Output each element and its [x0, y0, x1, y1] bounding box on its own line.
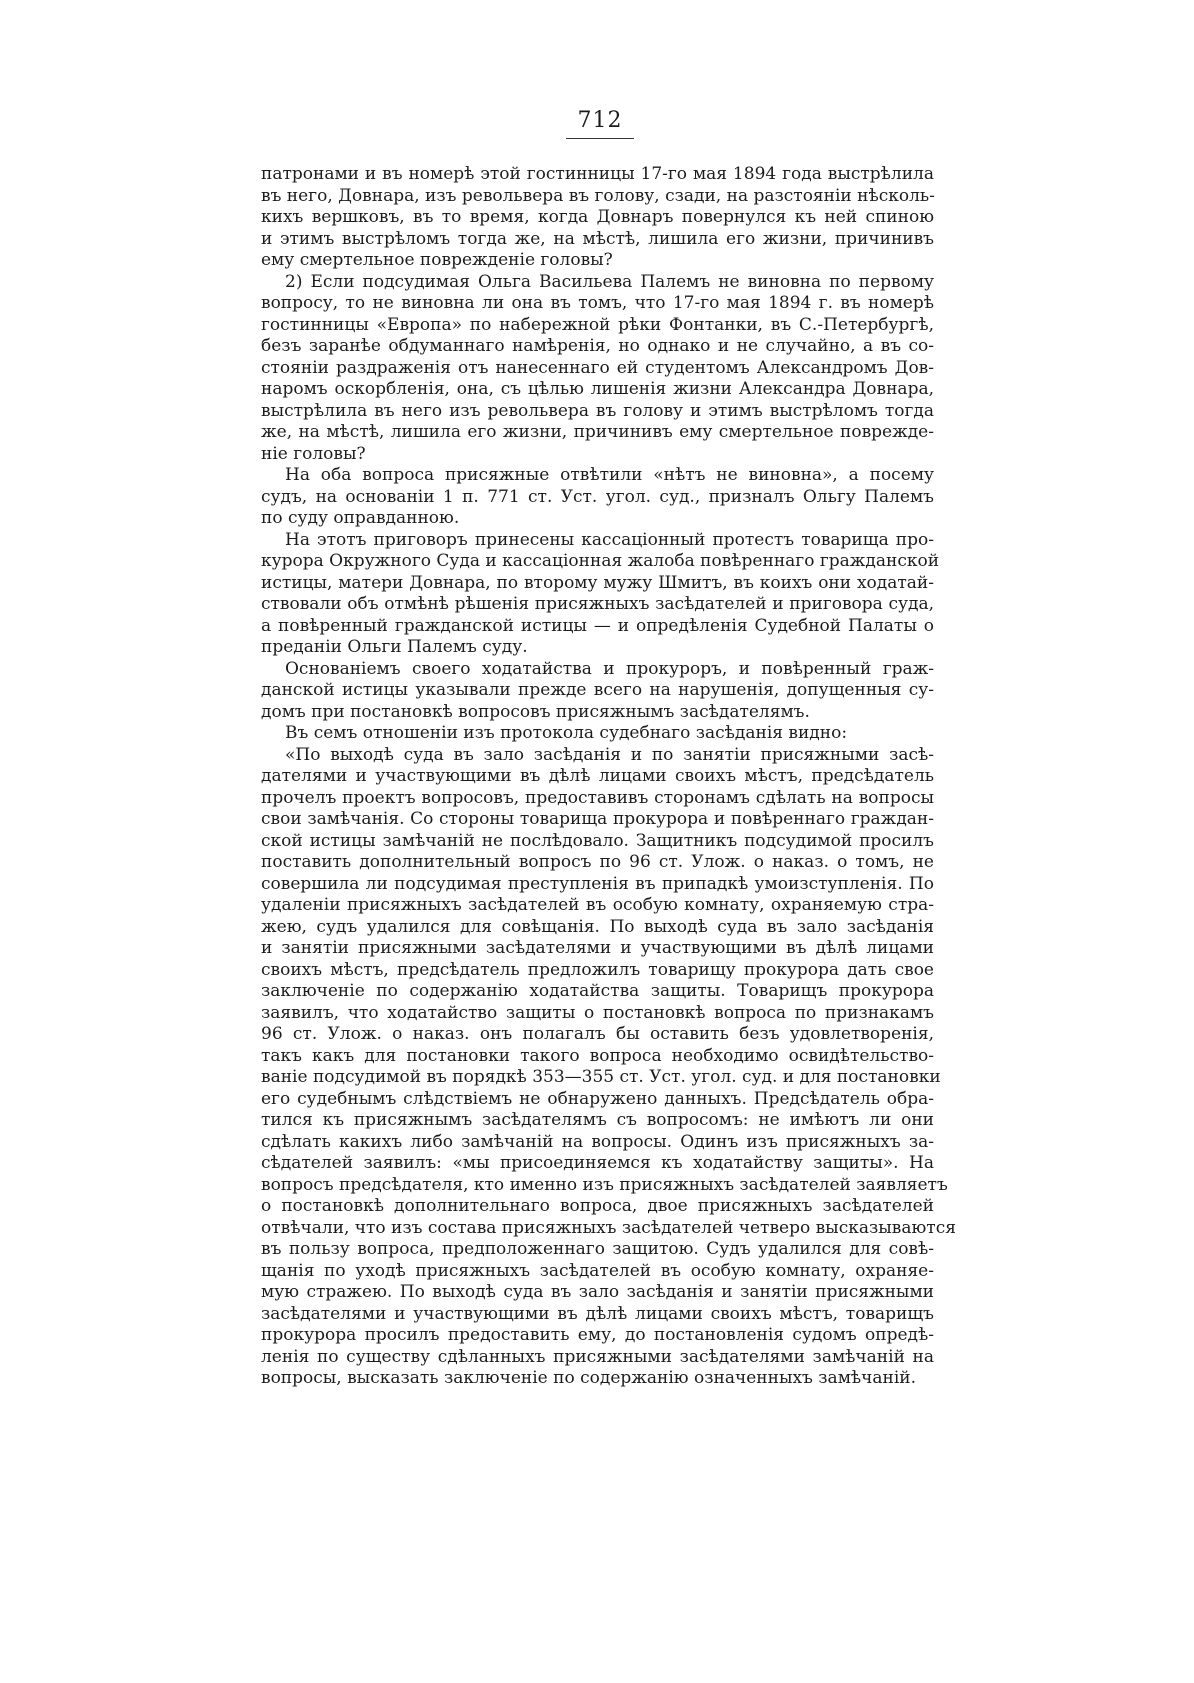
- text-line: вопросы, высказать заключеніе по содержанію означенныхъ замѣчаній.: [261, 1368, 917, 1388]
- text-line: наромъ оскорбленія, она, съ цѣлью лишенія жизни Александра Довнара,: [261, 379, 934, 399]
- text-line: безъ заранѣе обдуманнаго намѣренія, но однако и не случайно, а въ со-: [261, 336, 934, 356]
- text-line: патронами и въ номерѣ этой гостинницы 17-го мая 1894 года выстрѣлила: [261, 164, 934, 184]
- text-line: ваніе подсудимой въ порядкѣ 353—355 ст. Уст. угол. суд. и для постановки: [261, 1067, 941, 1087]
- text-line: ему смертельное поврежденіе головы?: [261, 250, 613, 270]
- text-line: 96 ст. Улож. о наказ. онъ полагалъ бы оставить безъ удовлетворенія,: [261, 1024, 934, 1044]
- text-line: прокурора просилъ предоставить ему, до постановленія судомъ опредѣ-: [261, 1325, 934, 1345]
- text-line: ской истицы замѣчаній не послѣдовало. Защитникъ подсудимой просилъ: [261, 830, 934, 851]
- paragraph: [261, 529, 940, 659]
- text-line: Основаніемъ своего ходатайства и прокуроръ, и повѣренный граж-: [285, 658, 934, 679]
- text-line: такъ какъ для постановки такого вопроса необходимо освидѣтельство-: [261, 1045, 934, 1066]
- text-line: гостинницы «Европа» по набережной рѣки Фонтанки, въ С.-Петербургѣ,: [261, 314, 934, 335]
- text-line: выстрѣлила въ него изъ револьвера въ голову и этимъ выстрѣломъ тогда: [261, 400, 934, 421]
- text-line: Въ семъ отношеніи изъ протокола судебнаго засѣданія видно:: [285, 723, 848, 743]
- paragraph: [261, 723, 934, 745]
- text-line: На этотъ приговоръ принесены кассаціонный протестъ товарища про-: [285, 529, 934, 550]
- text-line: ствовали объ отмѣнѣ рѣшенія присяжныхъ засѣдателей и приговора суда,: [261, 594, 934, 614]
- paragraph: [261, 465, 934, 530]
- text-line: жею, судъ удалился для совѣщанія. По выходѣ суда въ зало засѣданія: [261, 916, 934, 937]
- paragraph: [261, 272, 934, 466]
- text-line: На оба вопроса присяжные отвѣтили «нѣтъ не виновна», а посему: [285, 465, 934, 485]
- body-text: [261, 164, 956, 1390]
- text-line: домъ при постановкѣ вопросовъ присяжнымъ засѣдателямъ.: [261, 701, 810, 722]
- text-line: совершила ли подсудимая преступленія въ припадкѣ умоизступленія. По: [261, 873, 934, 894]
- page-number-rule: [566, 138, 634, 139]
- text-line: поставить дополнительный вопросъ по 96 ст. Улож. о наказ. о томъ, не: [261, 852, 934, 872]
- text-line: о постановкѣ дополнительнаго вопроса, двое присяжныхъ засѣдателей: [261, 1196, 934, 1216]
- text-line: щанія по уходѣ присяжныхъ засѣдателей въ особую комнату, охраняе-: [261, 1260, 934, 1281]
- text-line: по суду оправданною.: [261, 508, 460, 528]
- text-line: тился къ присяжнымъ засѣдателямъ съ вопросомъ: не имѣютъ ли они: [261, 1110, 934, 1130]
- text-line: въ него, Довнара, изъ револьвера въ голову, сзади, на разстояніи нѣсколь-: [261, 185, 935, 206]
- text-line: курора Окружного Суда и кассаціонная жалоба повѣреннаго гражданской: [261, 551, 940, 571]
- text-line: заключеніе по содержанію ходатайства защиты. Товарищъ прокурора: [261, 981, 934, 1001]
- text-line: преданіи Ольги Палемъ суду.: [261, 637, 528, 657]
- text-line: своихъ мѣстъ, предсѣдатель предложилъ товарищу прокурора дать свое: [261, 959, 934, 980]
- text-line: засѣдателями и участвующими въ дѣлѣ лицами своихъ мѣстъ, товарищъ: [261, 1303, 934, 1324]
- text-line: ніе головы?: [261, 443, 366, 464]
- page-number: 712: [577, 108, 623, 133]
- text-line: и занятіи присяжными засѣдателями и участвующими въ дѣлѣ лицами: [261, 938, 934, 958]
- paragraph: [261, 659, 934, 724]
- paragraph: [261, 744, 956, 1390]
- text-line: сдѣлать какихъ либо замѣчаній на вопросы. Одинъ изъ присяжныхъ за-: [261, 1131, 934, 1152]
- text-line: а повѣренный гражданской истицы — и опредѣленія Судебной Палаты о: [261, 615, 934, 636]
- text-line: 2) Если подсудимая Ольга Васильева Палемъ не виновна по первому: [285, 271, 934, 292]
- text-line: дателями и участвующими въ дѣлѣ лицами своихъ мѣстъ, предсѣдатель: [261, 766, 934, 786]
- text-line: же, на мѣстѣ, лишила его жизни, причинивъ ему смертельное поврежде-: [261, 422, 934, 442]
- text-line: и этимъ выстрѣломъ тогда же, на мѣстѣ, лишила его жизни, причинивъ: [261, 228, 934, 249]
- text-line: вопросу, то не виновна ли она въ томъ, что 17-го мая 1894 г. въ номерѣ: [261, 293, 934, 313]
- text-line: кихъ вершковъ, въ то время, когда Довнаръ повернулся къ ней спиною: [261, 207, 934, 227]
- text-line: заявилъ, что ходатайство защиты о постановкѣ вопроса по признакамъ: [261, 1002, 934, 1023]
- text-line: вопросъ предсѣдателя, кто именно изъ присяжныхъ засѣдателей заявляетъ: [261, 1174, 948, 1195]
- text-line: прочелъ проектъ вопросовъ, предоставивъ сторонамъ сдѣлать на вопросы: [261, 787, 934, 808]
- text-line: мую стражею. По выходѣ суда въ зало засѣданія и занятіи присяжными: [261, 1282, 934, 1302]
- text-line: стояніи раздраженія отъ нанесеннаго ей студентомъ Александромъ Дов-: [261, 357, 934, 378]
- text-line: свои замѣчанія. Со стороны товарища прокурора и повѣреннаго граждан-: [261, 809, 934, 829]
- text-line: въ пользу вопроса, предположеннаго защитою. Судъ удалился для совѣ-: [261, 1239, 934, 1259]
- paragraph: [261, 164, 934, 272]
- text-line: данской истицы указывали прежде всего на нарушенія, допущенныя су-: [261, 680, 934, 700]
- text-line: отвѣчали, что изъ состава присяжныхъ засѣдателей четверо высказываются: [261, 1217, 956, 1238]
- text-line: истицы, матери Довнара, по второму мужу Шмитъ, въ коихъ они ходатай-: [261, 572, 934, 593]
- text-line: «По выходѣ суда въ зало засѣданія и по занятіи присяжными засѣ-: [285, 744, 934, 765]
- text-line: его судебнымъ слѣдствіемъ не обнаружено данныхъ. Предсѣдатель обра-: [261, 1088, 934, 1109]
- text-line: судъ, на основаніи 1 п. 771 ст. Уст. угол. суд., призналъ Ольгу Палемъ: [261, 486, 934, 507]
- text-line: сѣдателей заявилъ: «мы присоединяемся къ ходатайству защиты». На: [261, 1153, 934, 1173]
- text-line: удаленіи присяжныхъ засѣдателей въ особую комнату, охраняемую стра-: [261, 895, 934, 915]
- text-line: ленія по существу сдѣланныхъ присяжными засѣдателями замѣчаній на: [261, 1346, 934, 1367]
